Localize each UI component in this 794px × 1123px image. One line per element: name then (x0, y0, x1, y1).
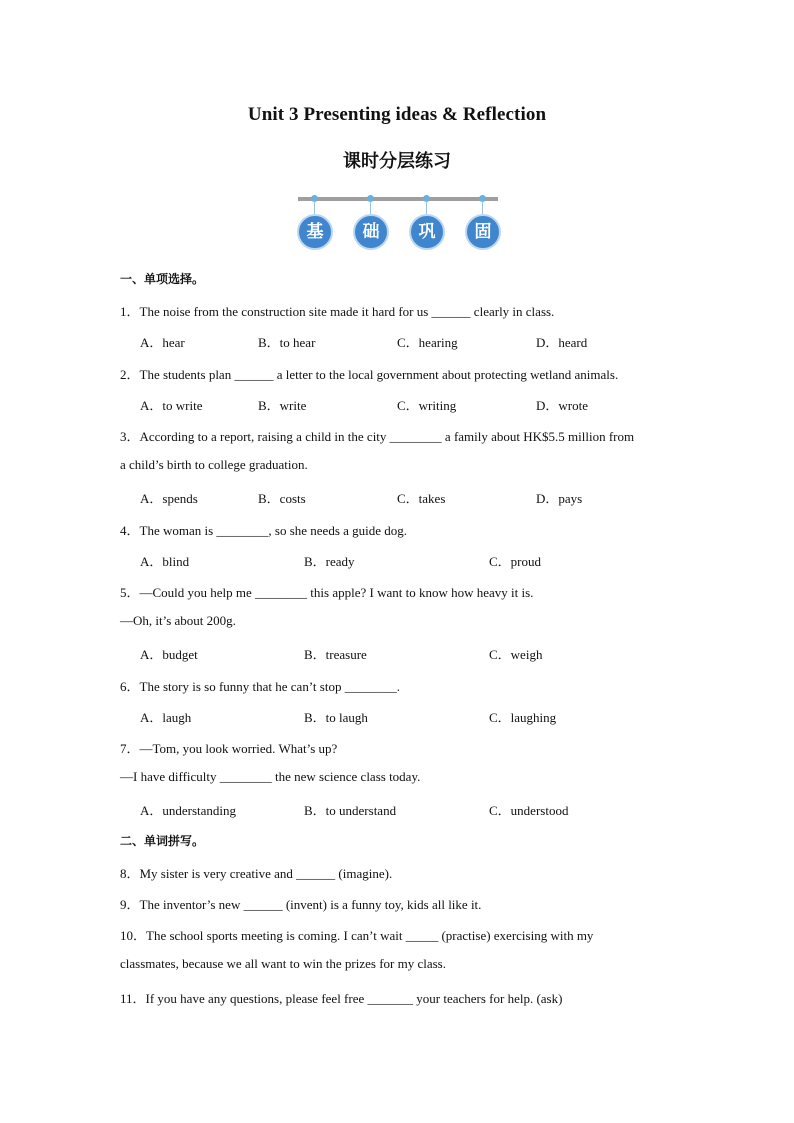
question-5-reply: —Oh, it’s about 200g. (120, 613, 236, 628)
banner-stem (482, 201, 483, 214)
question-5: 5．—Could you help me ________ this apple? I want to know how heavy it is. (120, 585, 534, 600)
question-4: 4．The woman is ________, so she needs a guide dog. (120, 523, 408, 538)
option-c: C．hearing (397, 335, 458, 350)
question-9: 9．The inventor’s new ______ (invent) is a funny toy, kids all like it. (120, 897, 482, 912)
banner-stem (370, 201, 371, 214)
badge-ji: 基 (297, 214, 333, 250)
option-b: B．treasure (304, 647, 367, 662)
question-7-reply: —I have difficulty ________ the new science class today. (120, 769, 421, 784)
option-a: A．understanding (140, 803, 237, 818)
option-c: C．proud (489, 554, 542, 569)
option-d: D．wrote (536, 398, 588, 413)
section-heading-multiple-choice: 一、单项选择。 (120, 272, 205, 286)
document-subtitle: 课时分层练习 (343, 151, 451, 172)
question-10: 10．The school sports meeting is coming. I can’t wait _____ (practise) exercising with my (120, 928, 594, 943)
question-11: 11．If you have any questions, please feel free _______ your teachers for help. (ask) (120, 991, 563, 1006)
option-a: A．to write (140, 398, 203, 413)
option-b: B．costs (258, 491, 306, 506)
option-a: A．hear (140, 335, 185, 350)
option-b: B．write (258, 398, 307, 413)
banner-bar (298, 197, 498, 201)
section-banner (296, 192, 500, 254)
option-c: C．takes (397, 491, 446, 506)
badge-gong: 巩 (409, 214, 445, 250)
option-a: A．budget (140, 647, 198, 662)
question-3: 3．According to a report, raising a child in the city ________ a family about HK$5.5 million from (120, 429, 635, 444)
banner-stem (426, 201, 427, 214)
option-b: B．to understand (304, 803, 397, 818)
document-title: Unit 3 Presenting ideas & Reflection (247, 104, 547, 125)
option-d: D．pays (536, 491, 583, 506)
question-6: 6．The story is so funny that he can’t stop ________. (120, 679, 400, 694)
badge-gu: 固 (465, 214, 501, 250)
option-a: A．blind (140, 554, 190, 569)
option-a: A．spends (140, 491, 198, 506)
banner-stem (314, 201, 315, 214)
option-d: D．heard (536, 335, 588, 350)
question-3-continued: a child’s birth to college graduation. (120, 457, 308, 472)
option-b: B．to hear (258, 335, 316, 350)
question-10-continued: classmates, because we all want to win the prizes for my class. (120, 956, 446, 971)
option-c: C．writing (397, 398, 457, 413)
option-a: A．laugh (140, 710, 192, 725)
question-8: 8．My sister is very creative and ______ (imagine). (120, 866, 393, 881)
option-b: B．to laugh (304, 710, 368, 725)
question-2: 2．The students plan ______ a letter to the local government about protecting wetland animals. (120, 367, 619, 382)
badge-chu: 础 (353, 214, 389, 250)
option-b: B．ready (304, 554, 355, 569)
question-7: 7．—Tom, you look worried. What’s up? (120, 741, 338, 756)
question-1: 1．The noise from the construction site made it hard for us ______ clearly in class. (120, 304, 555, 319)
option-c: C．understood (489, 803, 569, 818)
section-heading-spelling: 二、单词拼写。 (120, 834, 205, 848)
option-c: C．laughing (489, 710, 557, 725)
option-c: C．weigh (489, 647, 543, 662)
